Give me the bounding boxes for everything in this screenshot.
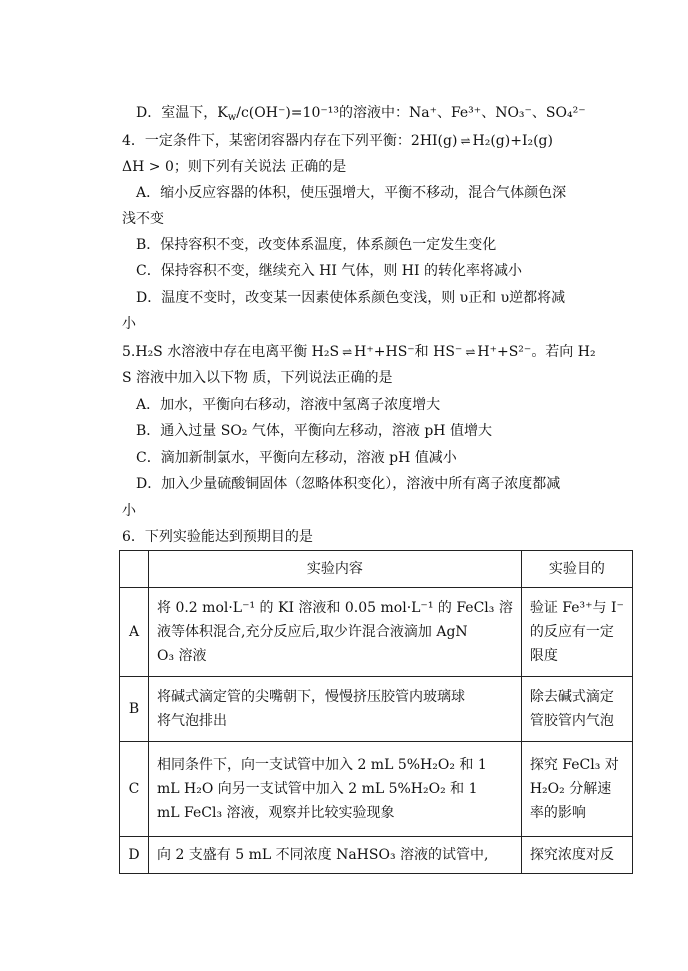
row-label: C bbox=[120, 742, 149, 837]
content-line: 将 0.2 mol·L⁻¹ 的 KI 溶液和 0.05 mol·L⁻¹ 的 FeCl₃ 溶 bbox=[157, 600, 513, 616]
purpose-line: 限度 bbox=[529, 648, 558, 664]
content-line: 将气泡排出 bbox=[157, 713, 227, 729]
q5-option-b: B．通入过量 SO₂ 气体，平衡向左移动，溶液 pH 值增大 bbox=[136, 423, 492, 439]
purpose-line: 探究浓度对反 bbox=[529, 847, 614, 863]
q4-stem-line2: ΔH > 0；则下列有关说法 正确的是 bbox=[122, 159, 347, 175]
purpose-line: 管胶管内气泡 bbox=[529, 713, 614, 729]
table-header-row bbox=[120, 551, 633, 588]
q4-stem-text: 4．一定条件下，某密闭容器内存在下列平衡：2HI(g) bbox=[122, 133, 458, 149]
q3-option-d bbox=[136, 103, 586, 128]
row-content bbox=[149, 588, 522, 677]
content-line: O₃ 溶液 bbox=[157, 648, 207, 664]
content-line: 将碱式滴定管的尖嘴朝下，慢慢挤压胶管内玻璃球 bbox=[157, 689, 465, 705]
q5-stem-text: 5.H₂S 水溶液中存在电离平衡 H₂S bbox=[122, 344, 340, 360]
q4-stem-line1 bbox=[122, 131, 553, 151]
row-purpose bbox=[521, 742, 632, 837]
table-row bbox=[120, 742, 633, 837]
q5-stem-middle: H⁺+HS⁻和 HS⁻ bbox=[354, 344, 463, 360]
q4-option-b: B．保持容积不变，改变体系温度，体系颜色一定发生变化 bbox=[136, 237, 497, 253]
content-line: 向 2 支盛有 5 mL 不同浓度 NaHSO₃ 溶液的试管中, bbox=[157, 847, 489, 863]
table-row bbox=[120, 588, 633, 677]
purpose-line: H₂O₂ 分解速 bbox=[529, 781, 612, 797]
purpose-line: 验证 Fe³⁺与 I⁻ bbox=[529, 600, 624, 616]
purpose-line: 除去碱式滴定 bbox=[529, 689, 614, 705]
header-purpose: 实验目的 bbox=[521, 551, 632, 588]
q4-option-c: C．保持容积不变，继续充入 HI 气体，则 HI 的转化率将减小 bbox=[136, 263, 522, 279]
q6-stem: 6．下列实验能达到预期目的是 bbox=[122, 529, 313, 545]
equilibrium-arrow-icon: ⇌ bbox=[465, 345, 475, 359]
q5-stem-end: H⁺+S²⁻。若向 H₂ bbox=[477, 344, 596, 360]
q5-stem-line2: S 溶液中加入以下物 质，下列说法正确的是 bbox=[122, 370, 393, 386]
content-line: 液等体积混合,充分反应后,取少许混合液滴加 AgN bbox=[157, 624, 468, 640]
row-label: B bbox=[120, 677, 149, 742]
experiment-table bbox=[119, 550, 633, 874]
header-content: 实验内容 bbox=[149, 551, 522, 588]
row-label: A bbox=[120, 588, 149, 677]
q4-option-d-line2: 小 bbox=[122, 316, 136, 332]
q4-option-a-line2: 浅不变 bbox=[122, 211, 164, 227]
row-purpose bbox=[521, 677, 632, 742]
header-label-cell bbox=[120, 551, 149, 588]
q4-option-d-line1: D．温度不变时，改变某一因素使体系颜色变浅，则 υ正和 υ逆都将减 bbox=[136, 290, 566, 306]
q5-option-c: C．滴加新制氯水，平衡向左移动，溶液 pH 值减小 bbox=[136, 450, 457, 466]
q3-option-d-subscript: w bbox=[227, 112, 237, 123]
q4-stem-products: H₂(g)+I₂(g) bbox=[472, 133, 553, 149]
q4-option-a-line1: A．缩小反应容器的体积，使压强增大，平衡不移动，混合气体颜色深 bbox=[136, 185, 567, 201]
equilibrium-arrow-icon: ⇌ bbox=[342, 345, 352, 359]
row-content bbox=[149, 837, 522, 874]
q3-option-d-rest: /c(OH⁻)=10⁻¹³的溶液中：Na⁺、Fe³⁺、NO₃⁻、SO₄²⁻ bbox=[236, 105, 586, 121]
row-label: D bbox=[120, 837, 149, 874]
content-line: 相同条件下，向一支试管中加入 2 mL 5%H₂O₂ 和 1 bbox=[157, 757, 487, 773]
q5-option-d-line1: D．加入少量硫酸铜固体（忽略体积变化），溶液中所有离子浓度都减 bbox=[136, 476, 561, 492]
row-content bbox=[149, 742, 522, 837]
row-purpose bbox=[521, 588, 632, 677]
purpose-line: 的反应有一定 bbox=[529, 624, 614, 640]
row-content bbox=[149, 677, 522, 742]
q5-option-d-line2: 小 bbox=[122, 503, 136, 519]
table-row bbox=[120, 837, 633, 874]
table-row bbox=[120, 677, 633, 742]
row-purpose bbox=[521, 837, 632, 874]
q5-stem-line1 bbox=[122, 342, 596, 362]
purpose-line: 探究 FeCl₃ 对 bbox=[529, 757, 619, 773]
content-line: mL H₂O 向另一支试管中加入 2 mL 5%H₂O₂ 和 1 bbox=[157, 781, 478, 797]
purpose-line: 率的影响 bbox=[529, 805, 586, 821]
equilibrium-arrow-icon: ⇌ bbox=[460, 134, 470, 148]
q5-option-a: A．加水，平衡向右移动，溶液中氢离子浓度增大 bbox=[136, 397, 441, 413]
content-line: mL FeCl₃ 溶液，观察并比较实验现象 bbox=[157, 805, 395, 821]
q3-option-d-text: D．室温下，K bbox=[136, 105, 228, 121]
